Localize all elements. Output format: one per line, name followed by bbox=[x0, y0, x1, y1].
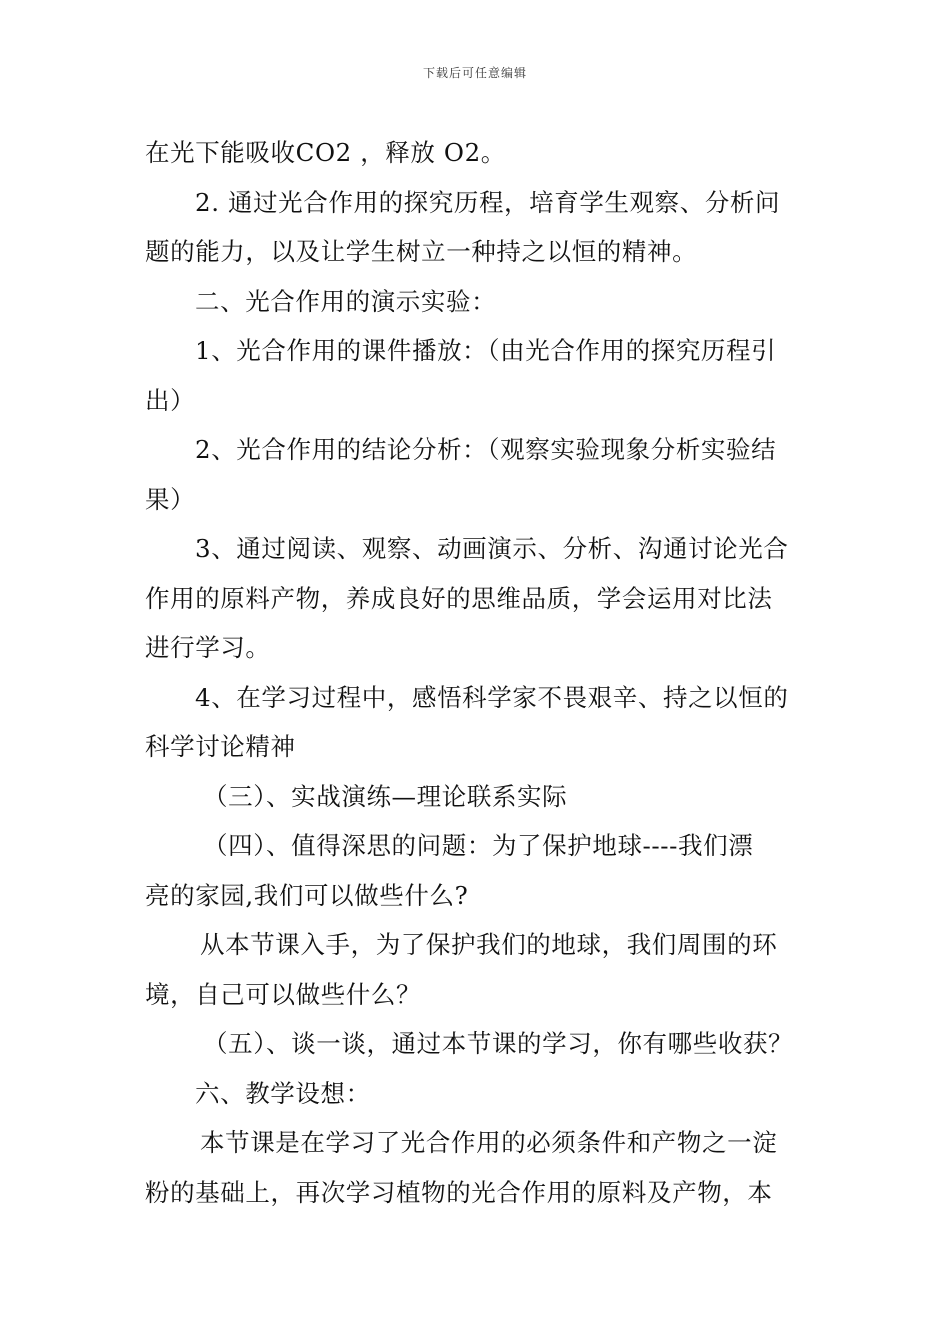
text-line: 2、光合作用的结论分析：（观察实验现象分析实验结 bbox=[195, 435, 777, 464]
text-line: 进行学习。 bbox=[145, 633, 271, 662]
section-heading: （三）、实战演练—理论联系实际 bbox=[203, 781, 568, 811]
document-body bbox=[145, 128, 810, 1217]
text-line: 在光下能吸收CO2 ，释放 O2。 bbox=[145, 138, 506, 167]
text-line: 亮的家园,我们可以做些什么? bbox=[145, 880, 469, 910]
text-line: 作用的原料产物，养成良好的思维品质，学会运用对比法 bbox=[145, 583, 773, 613]
text-line: 本节课是在学习了光合作用的必须条件和产物之一淀 bbox=[200, 1128, 778, 1157]
text-line: 境，自己可以做些什么？ bbox=[145, 979, 422, 1009]
section-heading: 六、教学设想： bbox=[195, 1078, 371, 1108]
text-line: 从本节课入手，为了保护我们的地球，我们周围的环 bbox=[200, 930, 778, 959]
text-line: 粉的基础上，再次学习植物的光合作用的原料及产物，本 bbox=[145, 1177, 773, 1207]
text-line: 出） bbox=[145, 385, 196, 415]
text-line: 题的能力，以及让学生树立一种持之以恒的精神。 bbox=[145, 237, 698, 266]
text-line: 4、在学习过程中，感悟科学家不畏艰辛、持之以恒的 bbox=[195, 682, 789, 712]
section-heading: （五）、谈一谈，通过本节课的学习，你有哪些收获？ bbox=[203, 1029, 794, 1058]
text-line: 1、光合作用的课件播放：（由光合作用的探究历程引 bbox=[195, 336, 777, 365]
text-line: 3、通过阅读、观察、动画演示、分析、沟通讨论光合 bbox=[195, 534, 789, 563]
text-line: 科学讨论精神 bbox=[145, 732, 296, 761]
text-line: 2. 通过光合作用的探究历程，培育学生观察、分析问 bbox=[195, 187, 781, 217]
section-heading: 二、光合作用的演示实验： bbox=[195, 286, 497, 316]
text-line: 果） bbox=[145, 484, 196, 514]
header-note: 下载后可任意编辑 bbox=[422, 66, 527, 80]
section-heading: （四）、值得深思的问题：为了保护地球----我们漂 bbox=[203, 831, 754, 860]
